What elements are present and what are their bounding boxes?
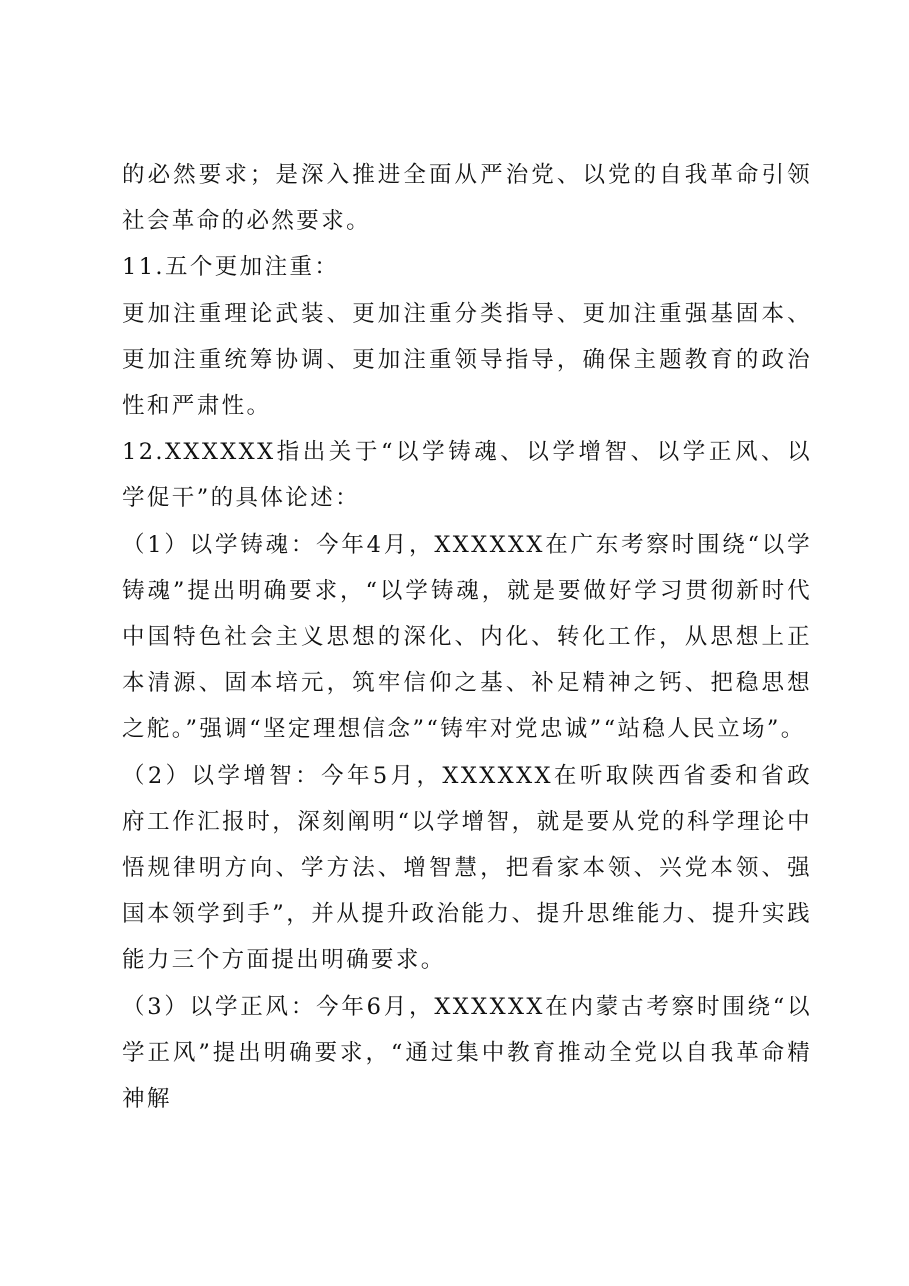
paragraph-subitem-3: （3）以学正风：今年6月，XXXXXX在内蒙古考察时围绕“以学正风”提出明确要求，“通过集中教育推动全党以自我革命精神解 — [122, 993, 812, 1113]
paragraph-continuation: 的必然要求；是深入推进全面从严治党、以党的自我革命引领社会革命的必然要求。 — [122, 162, 812, 235]
heading-item-11: 11.五个更加注重： — [122, 254, 340, 281]
paragraph-subitem-1: （1）以学铸魂：今年4月，XXXXXX在广东考察时围绕“以学铸魂”提出明确要求，“以学铸魂，就是要做好学习贯彻新时代中国特色社会主义思想的深化、内化、转化工作，从思想上正本清源、固本培元，筑牢信仰之基、补足精神之钙、把稳思想之舵。”强调“坚定理想信念”“铸牢对党忠诚”“站稳人民立场”。 — [122, 531, 812, 743]
paragraph-subitem-2: （2）以学增智：今年5月，XXXXXX在听取陕西省委和省政府工作汇报时，深刻阐明“以学增智，就是要从党的科学理论中悟规律明方向、学方法、增智慧，把看家本领、兴党本领、强国本领学到手”，并从提升政治能力、提升思维能力、提升实践能力三个方面提出明确要求。 — [122, 762, 812, 974]
paragraph-item-11-body: 更加注重理论武装、更加注重分类指导、更加注重强基固本、更加注重统筹协调、更加注重领导指导，确保主题教育的政治性和严肃性。 — [122, 300, 812, 420]
document-body — [122, 152, 812, 1122]
heading-item-12: 12.XXXXXX指出关于“以学铸魂、以学增智、以学正风、以学促干”的具体论述： — [122, 439, 812, 512]
